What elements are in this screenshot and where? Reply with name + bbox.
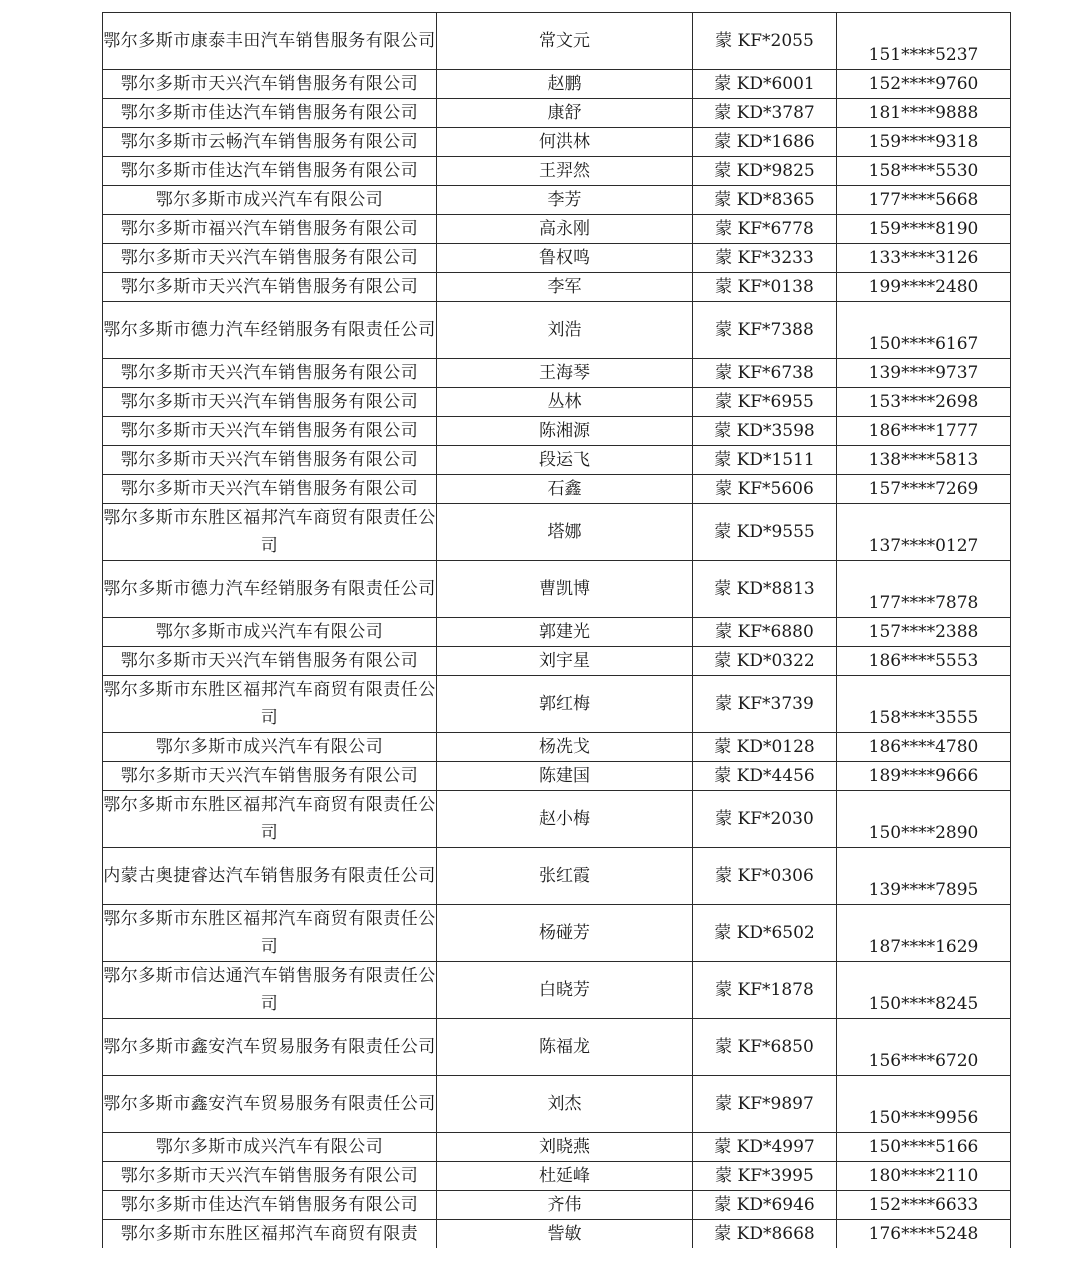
owner-name-cell: 刘杰 [437,1076,693,1133]
table-row [103,1220,1011,1249]
owner-name-cell: 陈湘源 [437,417,693,446]
company-cell: 鄂尔多斯市天兴汽车销售服务有限公司 [103,762,437,791]
plate-number-cell: 蒙 KD*3598 [693,417,837,446]
phone-number-cell: 139****9737 [837,359,1011,388]
owner-name-cell: 杨冼戈 [437,733,693,762]
plate-number-cell: 蒙 KD*0128 [693,733,837,762]
phone-number-cell: 186****5553 [837,647,1011,676]
phone-number-cell: 158****5530 [837,157,1011,186]
company-cell: 鄂尔多斯市东胜区福邦汽车商贸有限责任公司 [103,504,437,561]
plate-number-cell: 蒙 KF*0306 [693,848,837,905]
owner-name-cell: 张红霞 [437,848,693,905]
company-cell: 鄂尔多斯市东胜区福邦汽车商贸有限责 [103,1220,437,1249]
table-row [103,1133,1011,1162]
owner-name-cell: 段运飞 [437,446,693,475]
owner-name-cell: 刘宇星 [437,647,693,676]
phone-number-cell: 176****5248 [837,1220,1011,1249]
plate-number-cell: 蒙 KF*3739 [693,676,837,733]
phone-number-cell: 187****1629 [837,905,1011,962]
company-cell: 鄂尔多斯市成兴汽车有限公司 [103,618,437,647]
phone-number-cell: 137****0127 [837,504,1011,561]
company-cell: 鄂尔多斯市天兴汽车销售服务有限公司 [103,388,437,417]
owner-name-cell: 刘晓燕 [437,1133,693,1162]
owner-name-cell: 王海琴 [437,359,693,388]
owner-name-cell: 杜延峰 [437,1162,693,1191]
phone-number-cell: 150****8245 [837,962,1011,1019]
owner-name-cell: 曹凯博 [437,561,693,618]
owner-name-cell: 石鑫 [437,475,693,504]
table-row [103,733,1011,762]
phone-number-cell: 150****5166 [837,1133,1011,1162]
owner-name-cell: 郭建光 [437,618,693,647]
company-cell: 鄂尔多斯市天兴汽车销售服务有限公司 [103,359,437,388]
plate-number-cell: 蒙 KD*6001 [693,70,837,99]
plate-number-cell: 蒙 KF*2055 [693,13,837,70]
table-body [103,13,1011,1249]
table-row [103,848,1011,905]
table-row [103,157,1011,186]
owner-name-cell: 齐伟 [437,1191,693,1220]
company-cell: 鄂尔多斯市天兴汽车销售服务有限公司 [103,446,437,475]
plate-number-cell: 蒙 KD*3787 [693,99,837,128]
plate-number-cell: 蒙 KD*0322 [693,647,837,676]
company-cell: 鄂尔多斯市天兴汽车销售服务有限公司 [103,244,437,273]
table-row [103,1076,1011,1133]
phone-number-cell: 139****7895 [837,848,1011,905]
plate-number-cell: 蒙 KF*2030 [693,791,837,848]
company-cell: 鄂尔多斯市天兴汽车销售服务有限公司 [103,70,437,99]
company-cell: 鄂尔多斯市康泰丰田汽车销售服务有限公司 [103,13,437,70]
phone-number-cell: 151****5237 [837,13,1011,70]
table-row [103,273,1011,302]
plate-number-cell: 蒙 KF*6778 [693,215,837,244]
table-row [103,244,1011,273]
company-cell: 鄂尔多斯市鑫安汽车贸易服务有限责任公司 [103,1076,437,1133]
table-row [103,388,1011,417]
plate-number-cell: 蒙 KD*1686 [693,128,837,157]
plate-number-cell: 蒙 KD*9825 [693,157,837,186]
plate-number-cell: 蒙 KD*4456 [693,762,837,791]
table-row [103,475,1011,504]
plate-number-cell: 蒙 KF*0138 [693,273,837,302]
plate-number-cell: 蒙 KF*7388 [693,302,837,359]
table-row [103,1019,1011,1076]
owner-name-cell: 丛林 [437,388,693,417]
company-cell: 鄂尔多斯市天兴汽车销售服务有限公司 [103,647,437,676]
plate-number-cell: 蒙 KD*1511 [693,446,837,475]
table-row [103,302,1011,359]
plate-number-cell: 蒙 KF*5606 [693,475,837,504]
company-cell: 鄂尔多斯市天兴汽车销售服务有限公司 [103,273,437,302]
table-row [103,504,1011,561]
company-cell: 鄂尔多斯市天兴汽车销售服务有限公司 [103,417,437,446]
phone-number-cell: 150****6167 [837,302,1011,359]
owner-name-cell: 陈福龙 [437,1019,693,1076]
owner-name-cell: 李芳 [437,186,693,215]
owner-name-cell: 塔娜 [437,504,693,561]
plate-number-cell: 蒙 KD*6946 [693,1191,837,1220]
phone-number-cell: 150****9956 [837,1076,1011,1133]
plate-number-cell: 蒙 KD*4997 [693,1133,837,1162]
company-cell: 鄂尔多斯市福兴汽车销售服务有限公司 [103,215,437,244]
plate-number-cell: 蒙 KD*8813 [693,561,837,618]
phone-number-cell: 152****9760 [837,70,1011,99]
phone-number-cell: 157****2388 [837,618,1011,647]
owner-name-cell: 康舒 [437,99,693,128]
phone-number-cell: 138****5813 [837,446,1011,475]
owner-name-cell: 赵小梅 [437,791,693,848]
table-row [103,962,1011,1019]
company-cell: 鄂尔多斯市德力汽车经销服务有限责任公司 [103,302,437,359]
phone-number-cell: 189****9666 [837,762,1011,791]
table-row [103,791,1011,848]
owner-name-cell: 高永刚 [437,215,693,244]
phone-number-cell: 180****2110 [837,1162,1011,1191]
table-row [103,70,1011,99]
company-cell: 鄂尔多斯市鑫安汽车贸易服务有限责任公司 [103,1019,437,1076]
table-row [103,905,1011,962]
plate-number-cell: 蒙 KF*1878 [693,962,837,1019]
table-row [103,99,1011,128]
plate-number-cell: 蒙 KD*9555 [693,504,837,561]
owner-name-cell: 杨碰芳 [437,905,693,962]
owner-name-cell: 鲁权鸣 [437,244,693,273]
plate-number-cell: 蒙 KF*6738 [693,359,837,388]
company-cell: 鄂尔多斯市天兴汽车销售服务有限公司 [103,1162,437,1191]
owner-name-cell: 訾敏 [437,1220,693,1249]
table-row [103,1162,1011,1191]
table-row [103,647,1011,676]
owner-name-cell: 李军 [437,273,693,302]
plate-number-cell: 蒙 KD*6502 [693,905,837,962]
company-cell: 鄂尔多斯市佳达汽车销售服务有限公司 [103,157,437,186]
plate-number-cell: 蒙 KF*6850 [693,1019,837,1076]
company-cell: 鄂尔多斯市天兴汽车销售服务有限公司 [103,475,437,504]
phone-number-cell: 159****9318 [837,128,1011,157]
owner-name-cell: 赵鹏 [437,70,693,99]
plate-number-cell: 蒙 KD*8365 [693,186,837,215]
phone-number-cell: 153****2698 [837,388,1011,417]
table-row [103,561,1011,618]
owner-name-cell: 王羿然 [437,157,693,186]
table-row [103,128,1011,157]
table-row [103,417,1011,446]
phone-number-cell: 156****6720 [837,1019,1011,1076]
plate-number-cell: 蒙 KF*9897 [693,1076,837,1133]
plate-number-cell: 蒙 KF*6880 [693,618,837,647]
phone-number-cell: 158****3555 [837,676,1011,733]
table-row [103,676,1011,733]
company-cell: 鄂尔多斯市成兴汽车有限公司 [103,733,437,762]
table-row [103,13,1011,70]
phone-number-cell: 199****2480 [837,273,1011,302]
owner-name-cell: 陈建国 [437,762,693,791]
table-row [103,1191,1011,1220]
owner-name-cell: 郭红梅 [437,676,693,733]
company-cell: 鄂尔多斯市云畅汽车销售服务有限公司 [103,128,437,157]
company-cell: 鄂尔多斯市佳达汽车销售服务有限公司 [103,1191,437,1220]
vehicle-owner-table [102,12,1011,1248]
phone-number-cell: 150****2890 [837,791,1011,848]
phone-number-cell: 181****9888 [837,99,1011,128]
plate-number-cell: 蒙 KF*6955 [693,388,837,417]
plate-number-cell: 蒙 KF*3233 [693,244,837,273]
owner-name-cell: 白晓芳 [437,962,693,1019]
company-cell: 鄂尔多斯市德力汽车经销服务有限责任公司 [103,561,437,618]
company-cell: 内蒙古奥捷睿达汽车销售服务有限责任公司 [103,848,437,905]
plate-number-cell: 蒙 KF*3995 [693,1162,837,1191]
table-row [103,762,1011,791]
table-row [103,215,1011,244]
phone-number-cell: 159****8190 [837,215,1011,244]
company-cell: 鄂尔多斯市东胜区福邦汽车商贸有限责任公司 [103,905,437,962]
table-row [103,359,1011,388]
phone-number-cell: 186****1777 [837,417,1011,446]
owner-name-cell: 何洪林 [437,128,693,157]
phone-number-cell: 186****4780 [837,733,1011,762]
company-cell: 鄂尔多斯市信达通汽车销售服务有限责任公司 [103,962,437,1019]
phone-number-cell: 152****6633 [837,1191,1011,1220]
table-row [103,618,1011,647]
company-cell: 鄂尔多斯市东胜区福邦汽车商贸有限责任公司 [103,676,437,733]
owner-name-cell: 刘浩 [437,302,693,359]
owner-name-cell: 常文元 [437,13,693,70]
table-row [103,446,1011,475]
phone-number-cell: 157****7269 [837,475,1011,504]
phone-number-cell: 177****5668 [837,186,1011,215]
company-cell: 鄂尔多斯市东胜区福邦汽车商贸有限责任公司 [103,791,437,848]
phone-number-cell: 133****3126 [837,244,1011,273]
company-cell: 鄂尔多斯市成兴汽车有限公司 [103,1133,437,1162]
table-row [103,186,1011,215]
plate-number-cell: 蒙 KD*8668 [693,1220,837,1249]
phone-number-cell: 177****7878 [837,561,1011,618]
company-cell: 鄂尔多斯市佳达汽车销售服务有限公司 [103,99,437,128]
company-cell: 鄂尔多斯市成兴汽车有限公司 [103,186,437,215]
